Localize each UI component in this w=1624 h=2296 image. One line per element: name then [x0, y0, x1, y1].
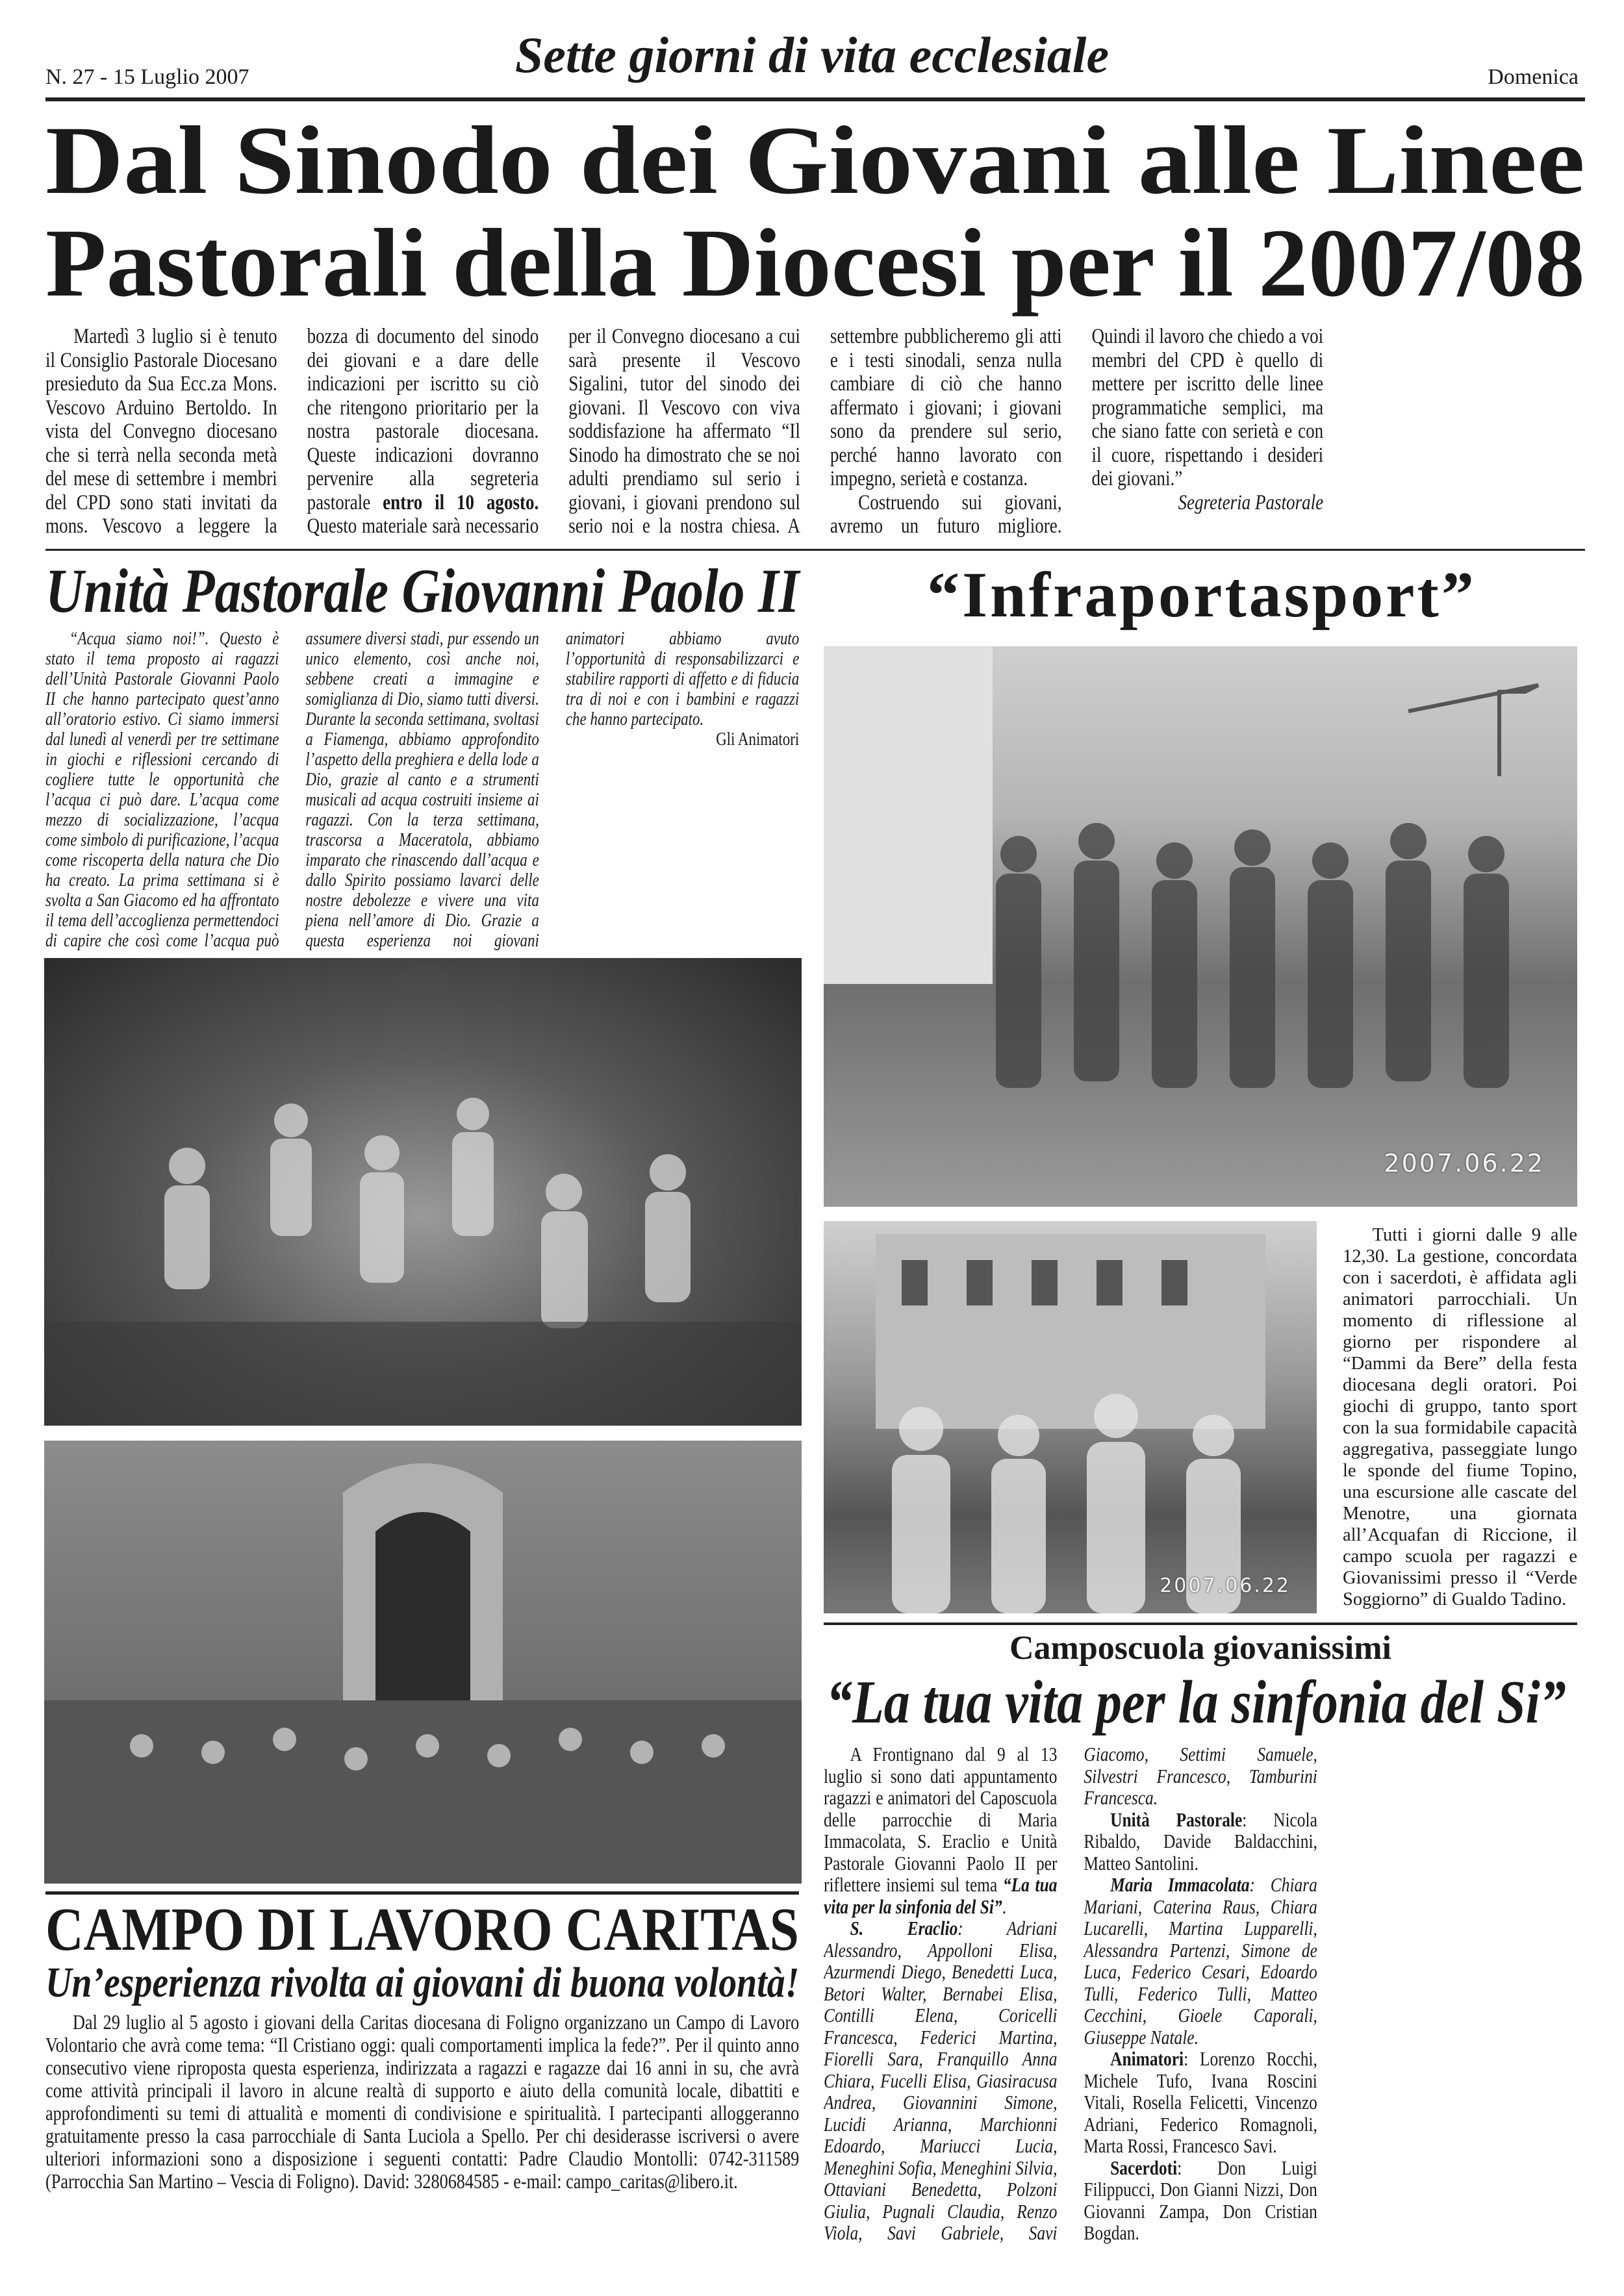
lead-paragraph-1b: Questo materiale sarà necessario per il Convegno diocesano a cui sarà presente il Vescovo Sigalini, tutor del sinodo dei giovani. Il Vescovo con viva soddisfazione ha affermato “Il Sinodo ha dimostrato che se noi adulti prendiamo sul serio i giovani, i giovani prendono sul serio noi e la nostra chiesa. A settembre pubblicheremo gli atti e i testi sinodali, senza nulla cambiare di ciò che hanno affermato i giovani; i giovani sono da prendere sul serio, perché hanno lavorato con impegno, serietà e costanza.	[307, 325, 1062, 538]
lead-paragraph-2: Costruendo sui giovani, avremo un futuro migliore. Quindi il lavoro che chiedo a voi membri del CPD è quello di mettere per iscritto delle linee programmatiche semplici, ma che siano fatte con serietà e con il cuore, rispettando i desideri dei giovani.”	[830, 325, 1324, 538]
church-facade-icon	[44, 1441, 802, 1884]
photo-date-stamp-2: 2007.06.22	[1160, 1574, 1291, 1597]
masthead-rule	[45, 97, 1585, 101]
camposcuola-theme: “La tua vita per la sinfonia del Si”	[824, 1873, 1058, 1918]
lead-deadline: entro il 10 agosto.	[383, 490, 539, 514]
lead-headline-line2: Pastorali della Diocesi per il 2007/08	[45, 209, 1585, 317]
unita-body: “Acqua siamo noi!”. Questo è stato il tema proposto ai ragazzi dell’Unità Pastorale Giovanni Paolo II che hanno partecipato quest’anno all’oratorio estivo. Ci siamo immersi dal lunedì al venerdì per tre settimane in giochi e riflessioni cercando di cogliere tutte le opportunità che l’acqua ci può dare. L’acqua come mezzo di socializzazione, l’acqua come simbolo di purificazione, l’acqua come riscoperta della natura che Dio ha creato. La prima settimana si è svolta a San Giacomo ed ha affrontato il tema dell’accoglienza permettendoci di capire che così come l’acqua può assumere diversi stadi, pur essendo un unico elemento, così anche noi, sebbene creati a immagine e somiglianza di Dio, siamo tutti diversi. Durante la seconda settimana, svoltasi a Fiamenga, abbiamo approfondito l’aspetto della preghiera e della lode a Dio, grazie al canto e a strumenti musicali ad acqua costruiti insieme ai ragazzi. Con la terza settimana, trascorsa a Maceratola, abbiamo imparato che rinascendo dall’acqua e dallo Spirito possiamo lavarci delle nostre debolezze e vivere una vita piena nell’amore di Dio. Grazie a questa esperienza noi giovani animatori abbiamo avuto l’opportunità di responsabilizzarci e stabilire rapporti di affetto e di fiducia tra di noi e con i bambini e ragazzi che hanno partecipato.	[45, 629, 799, 951]
caritas-subtitle: Un’esperienza rivolta ai giovani di buona volontà!	[45, 1959, 800, 2006]
unita-article	[45, 629, 799, 953]
infraporta-body: Tutti i giorni dalle 9 alle 12,30. La gestione, concordata con i sacerdoti, è affidata agli animatori parrocchiali. Un momento di riflessione al giorno per rispondere al “Dammi da Bere” della festa diocesana degli oratori. Poi giochi di gruppo, tanto sport con la sua formidabile capacità aggregativa, passeggiate lungo le sponde del fiume Topino, una escursione alle cascate del Menotre, una giornata all’Acquafan di Riccione, il campo scuola per ragazzi e Giovanissimi presso il “Verde Soggiorno” di Gualdo Tadino.	[1343, 1225, 1577, 1609]
unita-names: : Nicola Ribaldo, Davide Baldacchini, Matteo Santolini.	[1084, 1808, 1317, 1874]
infraporta-article	[1343, 1224, 1577, 1614]
section-title: Sette giorni di vita ecclesiale	[514, 27, 1110, 83]
maria-names: : Chiara Mariani, Caterina Raus, Chiara Lucarelli, Martina Lupparelli, Alessandra Partenzi, Simone de Luca, Federico Cesari, Edoardo Tulli, Federico Tulli, Matteo Cecchini, Gioele Caporali, Giuseppe Natale.	[1084, 1873, 1317, 2049]
caritas-headline: CAMPO DI LAVORO CARITAS	[45, 1896, 799, 1963]
unita-headline: Unità Pastorale Giovanni Paolo II	[45, 556, 800, 625]
lead-article	[45, 325, 1585, 546]
camposcuola-rule	[824, 1622, 1577, 1625]
animatori-names: : Lorenzo Rocchi, Michele Tufo, Ivana Roscini Vitali, Rosella Felicetti, Vincenzo Adriani, Federico Romagnoli, Marta Rossi, Francesco Savi.	[1084, 2047, 1317, 2157]
photo-infraporta-animators	[824, 1221, 1317, 1613]
photo-date-stamp: 2007.06.22	[1384, 1149, 1545, 1178]
lead-paragraph-1a: Martedì 3 luglio si è tenuto il Consiglio Pastorale Diocesano presieduto da Sua Ecc.za Mons. Vescovo Arduino Bertoldo. In vista del Convegno diocesano che si terrà nella seconda metà del mese di settembre i membri del CPD sono stati invitati da mons. Vescovo a leggere la bozza di documento del sinodo dei giovani e a dare delle indicazioni per iscritto su ciò che ritengono prioritario per la nostra pastorale diocesana. Queste indicazioni dovranno pervenire alla segreteria pastorale	[45, 325, 539, 538]
maria-label: Maria Immacolata	[1110, 1873, 1250, 1896]
eraclio-names: : Adriani Alessandro, Appolloni Elisa, Azurmendi Diego, Benedetti Luca, Betori Walter, Bernabei Elisa, Contilli Elena, Coricelli Francesca, Federici Martina, Fiorelli Sara, Franquillo Anna Chiara, Fucelli Elisa, Giasiracusa Andrea, Giovannini Simone, Lucidi Arianna, Marchionni Edoardo, Mariucci Lucia, Meneghini Sofia, Meneghini Silvia, Ottaviani Benedetta, Polzoni Giulia, Pugnali Claudia, Renzo Viola, Savi Gabriele, Savi Giacomo, Settimi Samuele, Silvestri Francesco, Tamburini Francesca.	[824, 1743, 1317, 2244]
caritas-body: Dal 29 luglio al 5 agosto i giovani della Caritas diocesana di Foligno organizzano un Campo di Lavoro Volontario che avrà come tema: “Il Cristiano oggi: quali comportamenti implica la fede?”. Per il quinto anno consecutivo viene riproposta questa esperienza, indirizzata a ragazzi e ragazze dai 16 anni in su, che avrà come attività principali il lavoro in alcune realtà di supporto e aiuto della comunità locale, dibattiti e approfondimenti su temi di attualità e momenti di condivisione e spiritualità. I partecipanti alloggeranno gratuitamente presso la casa parrocchiale di Santa Luciola a Spello. Per chi desiderasse iscriversi o avere ulteriori informazioni sono a disposizione i seguenti contatti: Padre Claudio Montolli: 0742-311589 (Parrocchia San Martino – Vescia di Foligno). David: 3280684585 - e-mail: campo_caritas@libero.it.	[45, 2011, 799, 2193]
caritas-article	[45, 2011, 799, 2271]
camposcuola-kicker: Camposcuola giovanissimi	[1009, 1630, 1391, 1667]
photo-oratorio-group-rocks	[44, 958, 802, 1426]
eraclio-label: S. Eraclio	[850, 1917, 958, 1939]
lead-signature: Segreteria Pastorale	[1178, 490, 1324, 514]
animatori-label: Animatori	[1110, 2047, 1184, 2070]
building-and-people-icon	[824, 1221, 1317, 1613]
caritas-rule	[45, 1891, 799, 1895]
camposcuola-headline: “La tua vita per la sinfonia del Si”	[826, 1669, 1566, 1736]
photo-church-group	[44, 1441, 802, 1884]
camposcuola-article	[824, 1743, 1577, 2263]
sacerdoti-names: : Don Luigi Filippucci, Don Gianni Nizzi, Don Giovanni Zampa, Don Cristian Bogdan.	[1084, 2156, 1317, 2244]
camposcuola-intro-end: .	[1002, 1895, 1007, 1918]
people-silhouettes-icon	[44, 958, 802, 1426]
lead-headline-line1: Dal Sinodo dei Giovani alle Linee	[45, 107, 1585, 214]
section-rule	[45, 549, 1585, 551]
group-kids-silhouettes-icon	[824, 646, 1577, 1207]
unita-label: Unità Pastorale	[1110, 1808, 1243, 1831]
photo-infraporta-group	[824, 646, 1577, 1207]
camposcuola-intro: A Frontignano dal 9 al 13 luglio si sono dati appuntamento ragazzi e animatori del Caposcuola delle parrocchie di Maria Immacolata, S. Eraclio e Unità Pastorale Giovanni Paolo II per riflettere insiemi sul tema	[824, 1743, 1058, 1896]
issue-number: N. 27 - 15 Luglio 2007	[45, 65, 249, 89]
sacerdoti-label: Sacerdoti	[1110, 2156, 1178, 2179]
day-label: Domenica	[1488, 65, 1579, 89]
unita-signature: Gli Animatori	[716, 729, 799, 750]
infraporta-headline: “Infraportasport”	[927, 559, 1477, 631]
